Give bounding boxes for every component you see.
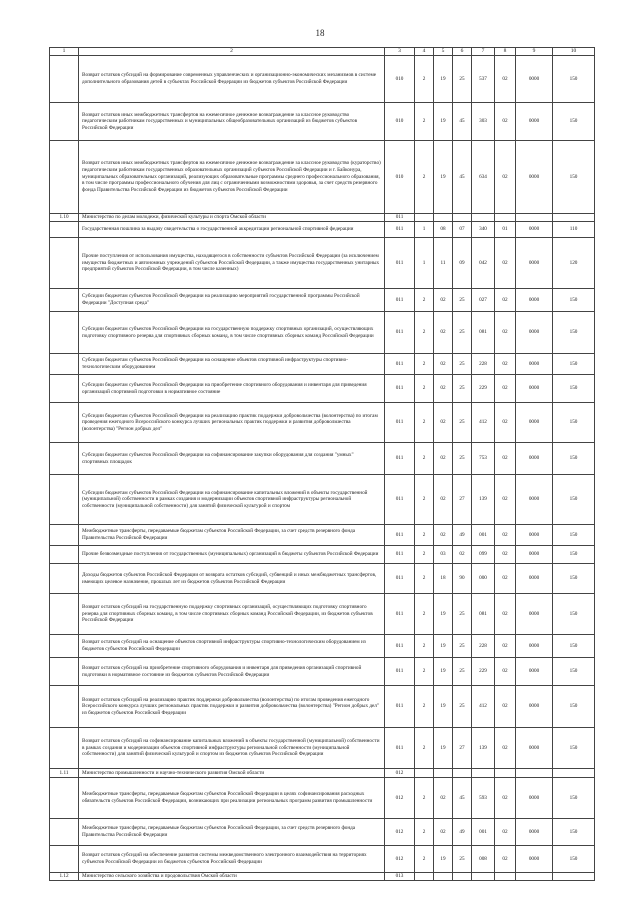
table-row	[50, 658, 595, 686]
col-article: 25	[453, 594, 472, 635]
header-cell: 3	[385, 48, 415, 56]
col-group: 2	[415, 403, 434, 443]
col-subgroup: 19	[434, 658, 453, 686]
col-description: Возврат остатков субсидий на государственную поддержку спортивных организаций, осуществляющих подготовку спортивного резерва для спортивных сборных команд, в том числе спортивных сборных команд Российской Федерации, из бюджетов субъектов Российской Федерации	[79, 594, 385, 635]
col-classification: 150	[553, 564, 595, 594]
col-classification	[553, 214, 595, 222]
table-row	[50, 375, 595, 403]
col-element	[495, 769, 516, 778]
col-admin-code: 011	[385, 658, 415, 686]
col-admin-code: 012	[385, 846, 415, 873]
table-row	[50, 238, 595, 289]
col-number	[50, 56, 79, 103]
col-subarticle: 099	[472, 546, 495, 564]
col-subarticle	[472, 214, 495, 222]
col-classification: 150	[553, 635, 595, 658]
table-row	[50, 289, 595, 312]
col-program: 0000	[516, 546, 553, 564]
col-article: 25	[453, 443, 472, 475]
header-cell: 1	[50, 48, 79, 56]
col-classification: 150	[553, 778, 595, 819]
col-group: 2	[415, 525, 434, 546]
col-number	[50, 594, 79, 635]
col-description: Возврат остатков иных межбюджетных трансфертов на ежемесячное денежное вознаграждение за классное руководство (кураторство) педагогическим работникам государственных образовательных организаций субъектов Российской Федерации и г. Байконура, муниципальных образовательных организаций, реализующих образовательные программы среднего профессионального образования, в том числе программы профессионального обучения для лиц с ограниченными возможностями здоровья, за счет средств резервного фонда Правительства Российской Федерации из бюджетов субъектов Российской Федерации	[79, 141, 385, 214]
col-description: Межбюджетные трансферты, передаваемые бюджетам субъектов Российской Федерации в целях софинансирования расходных обязательств субъектов Российской Федерации, возникающих при реализации региональных программ развития промышленности	[79, 778, 385, 819]
col-group: 2	[415, 141, 434, 214]
col-program: 0000	[516, 525, 553, 546]
col-subarticle: 042	[472, 238, 495, 289]
col-number	[50, 564, 79, 594]
col-element	[495, 214, 516, 222]
section-row	[50, 769, 595, 778]
col-article	[453, 873, 472, 881]
col-element: 02	[495, 594, 516, 635]
col-description: Субсидии бюджетам субъектов Российской Федерации на софинансирование закупки оборудования для создания "умных" спортивных площадок	[79, 443, 385, 475]
col-admin-code: 011	[385, 403, 415, 443]
col-element: 02	[495, 564, 516, 594]
col-program: 0000	[516, 56, 553, 103]
col-article: 45	[453, 778, 472, 819]
col-admin-code: 012	[385, 769, 415, 778]
col-classification: 150	[553, 686, 595, 728]
col-subarticle	[472, 769, 495, 778]
col-number	[50, 375, 79, 403]
col-subarticle: 340	[472, 222, 495, 238]
col-element: 02	[495, 403, 516, 443]
col-admin-code: 011	[385, 238, 415, 289]
col-subgroup: 02	[434, 403, 453, 443]
col-number	[50, 443, 79, 475]
col-subgroup: 03	[434, 546, 453, 564]
col-element: 02	[495, 819, 516, 846]
col-classification	[553, 769, 595, 778]
col-classification: 150	[553, 312, 595, 354]
col-program: 0000	[516, 375, 553, 403]
col-article: 25	[453, 289, 472, 312]
col-program: 0000	[516, 103, 553, 141]
header-cell: 8	[495, 48, 516, 56]
page-number: 18	[315, 28, 325, 38]
col-admin-code: 011	[385, 289, 415, 312]
col-program: 0000	[516, 819, 553, 846]
col-classification: 150	[553, 103, 595, 141]
col-article: 27	[453, 475, 472, 525]
col-group: 2	[415, 289, 434, 312]
col-description: Прочие поступления от использования имущества, находящегося в собственности субъектов Российской Федерации (за исключением имущества бюджетных и автономных учреждений субъектов Российской Федерации, а также имущества государственных унитарных предприятий субъектов Российской Федерации, в том числе казенных)	[79, 238, 385, 289]
col-article	[453, 214, 472, 222]
col-program	[516, 214, 553, 222]
col-article: 25	[453, 312, 472, 354]
col-element: 02	[495, 354, 516, 375]
col-subgroup: 02	[434, 525, 453, 546]
col-classification: 150	[553, 141, 595, 214]
col-subgroup: 02	[434, 819, 453, 846]
col-article: 45	[453, 141, 472, 214]
col-program	[516, 769, 553, 778]
col-subarticle: 139	[472, 728, 495, 769]
col-group: 1	[415, 238, 434, 289]
table-row	[50, 56, 595, 103]
col-program: 0000	[516, 728, 553, 769]
col-group: 2	[415, 354, 434, 375]
col-description: Субсидии бюджетам субъектов Российской Федерации на реализацию мероприятий государственной программы Российской Федерации "Доступная среда"	[79, 289, 385, 312]
col-subgroup: 19	[434, 728, 453, 769]
col-description: Возврат остатков иных межбюджетных трансфертов на ежемесячное денежное вознаграждение за классное руководство педагогическим работникам государственных и муниципальных общеобразовательных организаций из бюджетов субъектов Российской Федерации	[79, 103, 385, 141]
col-element: 02	[495, 312, 516, 354]
col-subgroup: 19	[434, 686, 453, 728]
col-admin-code: 011	[385, 312, 415, 354]
col-admin-code: 011	[385, 686, 415, 728]
col-subarticle: 228	[472, 635, 495, 658]
table-row	[50, 564, 595, 594]
col-classification: 150	[553, 443, 595, 475]
col-number	[50, 312, 79, 354]
header-cell: 10	[553, 48, 595, 56]
col-element: 02	[495, 635, 516, 658]
col-article: 27	[453, 728, 472, 769]
col-element: 02	[495, 103, 516, 141]
col-program: 0000	[516, 403, 553, 443]
col-subarticle: 139	[472, 475, 495, 525]
col-subarticle: 537	[472, 56, 495, 103]
col-subgroup: 02	[434, 312, 453, 354]
table-row	[50, 728, 595, 769]
col-admin-code: 011	[385, 546, 415, 564]
col-admin-code: 011	[385, 222, 415, 238]
col-subarticle: 412	[472, 686, 495, 728]
col-program: 0000	[516, 658, 553, 686]
col-subarticle: 228	[472, 354, 495, 375]
col-number	[50, 686, 79, 728]
col-element: 02	[495, 443, 516, 475]
col-element	[495, 873, 516, 881]
col-element: 02	[495, 658, 516, 686]
col-subarticle: 081	[472, 312, 495, 354]
col-subarticle: 412	[472, 403, 495, 443]
col-classification: 120	[553, 238, 595, 289]
col-group: 1	[415, 222, 434, 238]
col-program: 0000	[516, 289, 553, 312]
header-cell: 9	[516, 48, 553, 56]
col-subarticle: 634	[472, 141, 495, 214]
col-subarticle: 000	[472, 564, 495, 594]
col-admin-code: 011	[385, 375, 415, 403]
col-description: Возврат остатков субсидий на приобретение спортивного оборудования и инвентаря для приведения организаций спортивной подготовки в нормативное состояние из бюджетов субъектов Российской Федерации	[79, 658, 385, 686]
col-group: 2	[415, 819, 434, 846]
col-admin-code: 011	[385, 525, 415, 546]
budget-revenue-table	[49, 47, 595, 881]
col-program: 0000	[516, 686, 553, 728]
col-group: 2	[415, 103, 434, 141]
col-program: 0000	[516, 141, 553, 214]
col-admin-code: 011	[385, 635, 415, 658]
col-article: 02	[453, 546, 472, 564]
col-admin-code: 010	[385, 103, 415, 141]
col-description: Субсидии бюджетам субъектов Российской Федерации на реализацию практик поддержки добровольчества (волонтерства) по итогам проведения ежегодного Всероссийского конкурса лучших региональных практик поддержки и развития добровольчества (волонтерства) "Регион добрых дел"	[79, 403, 385, 443]
table-row	[50, 525, 595, 546]
col-description: Министерство сельского хозяйства и продовольствия Омской области	[79, 873, 385, 881]
col-group: 2	[415, 635, 434, 658]
col-group: 2	[415, 594, 434, 635]
col-element: 01	[495, 222, 516, 238]
col-classification: 150	[553, 819, 595, 846]
table-row	[50, 475, 595, 525]
col-subgroup: 02	[434, 375, 453, 403]
col-classification: 150	[553, 375, 595, 403]
col-number: 1.11	[50, 769, 79, 778]
col-number	[50, 635, 79, 658]
col-program: 0000	[516, 778, 553, 819]
section-row	[50, 873, 595, 881]
col-subgroup: 19	[434, 141, 453, 214]
col-subgroup: 02	[434, 354, 453, 375]
col-admin-code: 011	[385, 475, 415, 525]
col-group	[415, 769, 434, 778]
col-group: 2	[415, 56, 434, 103]
table-row	[50, 443, 595, 475]
col-article: 49	[453, 525, 472, 546]
col-number	[50, 525, 79, 546]
col-admin-code: 013	[385, 873, 415, 881]
col-subarticle: 753	[472, 443, 495, 475]
col-classification: 150	[553, 354, 595, 375]
header-cell: 2	[79, 48, 385, 56]
col-subgroup: 19	[434, 103, 453, 141]
col-subarticle: 027	[472, 289, 495, 312]
col-subgroup	[434, 214, 453, 222]
table-row	[50, 546, 595, 564]
col-article: 07	[453, 222, 472, 238]
col-article: 09	[453, 238, 472, 289]
table-row	[50, 354, 595, 375]
col-article: 25	[453, 686, 472, 728]
table-row	[50, 686, 595, 728]
col-classification: 150	[553, 846, 595, 873]
col-admin-code: 011	[385, 354, 415, 375]
col-subgroup	[434, 769, 453, 778]
col-subgroup: 19	[434, 56, 453, 103]
col-group: 2	[415, 658, 434, 686]
col-number: 1.10	[50, 214, 79, 222]
col-classification: 150	[553, 525, 595, 546]
col-subarticle: 008	[472, 846, 495, 873]
col-admin-code: 011	[385, 564, 415, 594]
col-description: Министерство промышленности и научно-технического развития Омской области	[79, 769, 385, 778]
col-classification: 150	[553, 403, 595, 443]
col-admin-code: 010	[385, 56, 415, 103]
table-row	[50, 103, 595, 141]
col-article: 45	[453, 103, 472, 141]
col-article: 25	[453, 403, 472, 443]
col-program: 0000	[516, 635, 553, 658]
col-subarticle: 229	[472, 658, 495, 686]
col-classification	[553, 873, 595, 881]
col-subarticle: 001	[472, 525, 495, 546]
table-row	[50, 778, 595, 819]
col-subgroup: 19	[434, 846, 453, 873]
col-element: 02	[495, 728, 516, 769]
col-description: Возврат остатков субсидий на софинансирование капитальных вложений в объекты государственной (муниципальной) собственности в рамках создания и модернизации объектов спортивной инфраструктуры региональной собственности (муниципальной собственности) для занятий физической культурой и спортом из бюджетов субъектов Российской Федерации	[79, 728, 385, 769]
table-row	[50, 403, 595, 443]
col-subgroup: 19	[434, 635, 453, 658]
col-subgroup: 08	[434, 222, 453, 238]
col-subarticle: 081	[472, 594, 495, 635]
col-number: 1.12	[50, 873, 79, 881]
table-row	[50, 594, 595, 635]
col-group: 2	[415, 846, 434, 873]
col-program: 0000	[516, 354, 553, 375]
col-subgroup: 02	[434, 778, 453, 819]
col-program: 0000	[516, 443, 553, 475]
col-article: 25	[453, 56, 472, 103]
col-subgroup	[434, 873, 453, 881]
col-classification: 150	[553, 728, 595, 769]
header-cell: 6	[453, 48, 472, 56]
col-number	[50, 103, 79, 141]
col-admin-code: 012	[385, 778, 415, 819]
col-subarticle: 303	[472, 103, 495, 141]
col-description: Возврат остатков субсидий на оснащение объектов спортивной инфраструктуры спортивно-технологическим оборудованием из бюджетов субъектов Российской Федерации	[79, 635, 385, 658]
col-description: Субсидии бюджетам субъектов Российской Федерации на государственную поддержку спортивных организаций, осуществляющих подготовку спортивного резерва для спортивных сборных команд, в том числе спортивных сборных команд Российской Федерации	[79, 312, 385, 354]
col-group: 2	[415, 778, 434, 819]
col-number	[50, 846, 79, 873]
col-program: 0000	[516, 475, 553, 525]
col-number	[50, 354, 79, 375]
col-subgroup: 02	[434, 289, 453, 312]
col-program: 0000	[516, 846, 553, 873]
col-group: 2	[415, 686, 434, 728]
col-description: Возврат остатков субсидий на формирование современных управленческих и организационно-экономических механизмов в системе дополнительного образования детей в субъектах Российской Федерации из бюджетов субъектов Российской Федерации	[79, 56, 385, 103]
col-classification: 150	[553, 475, 595, 525]
col-subgroup: 02	[434, 443, 453, 475]
table-row	[50, 635, 595, 658]
col-number	[50, 222, 79, 238]
col-element: 02	[495, 546, 516, 564]
col-article: 90	[453, 564, 472, 594]
col-number	[50, 238, 79, 289]
col-group: 2	[415, 375, 434, 403]
header-cell: 4	[415, 48, 434, 56]
col-article: 25	[453, 375, 472, 403]
col-element: 02	[495, 56, 516, 103]
col-classification: 150	[553, 658, 595, 686]
col-admin-code: 011	[385, 728, 415, 769]
col-group: 2	[415, 475, 434, 525]
col-admin-code: 011	[385, 443, 415, 475]
col-article: 49	[453, 819, 472, 846]
col-number	[50, 728, 79, 769]
col-description: Межбюджетные трансферты, передаваемые бюджетам субъектов Российской Федерации, за счет средств резервного фонда Правительства Российской Федерации	[79, 819, 385, 846]
table-row	[50, 819, 595, 846]
col-number	[50, 289, 79, 312]
col-number	[50, 658, 79, 686]
col-subarticle: 593	[472, 778, 495, 819]
table-row	[50, 846, 595, 873]
col-group	[415, 214, 434, 222]
table-row	[50, 222, 595, 238]
col-element: 02	[495, 686, 516, 728]
col-program: 0000	[516, 238, 553, 289]
col-subgroup: 11	[434, 238, 453, 289]
col-article: 25	[453, 846, 472, 873]
col-number	[50, 403, 79, 443]
col-description: Доходы бюджетов субъектов Российской Федерации от возврата остатков субсидий, субвенций и иных межбюджетных трансфертов, имеющих целевое назначение, прошлых лет из бюджетов субъектов Российской Федерации	[79, 564, 385, 594]
col-number	[50, 475, 79, 525]
col-description: Государственная пошлина за выдачу свидетельства о государственной аккредитации региональной спортивной федерации	[79, 222, 385, 238]
col-description: Возврат остатков субсидий на обеспечение развития системы межведомственного электронного взаимодействия на территориях субъектов Российской Федерации из бюджетов субъектов Российской Федерации	[79, 846, 385, 873]
col-article	[453, 769, 472, 778]
col-description: Прочие безвозмездные поступления от государственных (муниципальных) организаций в бюджеты субъектов Российской Федерации	[79, 546, 385, 564]
col-description: Министерство по делам молодежи, физической культуры и спорта Омской области	[79, 214, 385, 222]
table-row	[50, 141, 595, 214]
col-admin-code: 010	[385, 141, 415, 214]
col-description: Субсидии бюджетам субъектов Российской Федерации на софинансирование капитальных вложений в объекты государственной (муниципальной) собственности в рамках создания и модернизации объектов спортивной инфраструктуры региональной собственности (муниципальной собственности) для занятий физической культурой и спортом	[79, 475, 385, 525]
col-number	[50, 819, 79, 846]
col-number	[50, 546, 79, 564]
col-program	[516, 873, 553, 881]
col-classification: 110	[553, 222, 595, 238]
col-classification: 150	[553, 289, 595, 312]
col-classification: 150	[553, 594, 595, 635]
col-program: 0000	[516, 564, 553, 594]
col-subarticle: 229	[472, 375, 495, 403]
col-group: 2	[415, 564, 434, 594]
col-subgroup: 02	[434, 475, 453, 525]
col-description: Субсидии бюджетам субъектов Российской Федерации на приобретение спортивного оборудования и инвентаря для приведения организаций спортивной подготовки в нормативное состояние	[79, 375, 385, 403]
col-admin-code: 012	[385, 819, 415, 846]
col-program: 0000	[516, 594, 553, 635]
col-description: Субсидии бюджетам субъектов Российской Федерации на оснащение объектов спортивной инфраструктуры спортивно-технологическим оборудованием	[79, 354, 385, 375]
col-subarticle	[472, 873, 495, 881]
col-description: Возврат остатков субсидий на реализацию практик поддержки добровольчества (волонтерства) по итогам проведения ежегодного Всероссийского конкурса лучших региональных практик поддержки и развития добровольчества (волонтерства) "Регион добрых дел" из бюджетов субъектов Российской Федерации	[79, 686, 385, 728]
col-element: 02	[495, 141, 516, 214]
col-element: 02	[495, 238, 516, 289]
col-classification: 150	[553, 56, 595, 103]
col-classification: 150	[553, 546, 595, 564]
col-group: 2	[415, 546, 434, 564]
col-group	[415, 873, 434, 881]
col-group: 2	[415, 443, 434, 475]
col-subgroup: 19	[434, 594, 453, 635]
section-row	[50, 214, 595, 222]
col-element: 02	[495, 778, 516, 819]
col-element: 02	[495, 375, 516, 403]
col-group: 2	[415, 312, 434, 354]
col-article: 25	[453, 354, 472, 375]
col-number	[50, 141, 79, 214]
col-subgroup: 18	[434, 564, 453, 594]
header-cell: 7	[472, 48, 495, 56]
col-element: 02	[495, 475, 516, 525]
col-subarticle: 001	[472, 819, 495, 846]
col-description: Межбюджетные трансферты, передаваемые бюджетам субъектов Российской Федерации, за счет средств резервного фонда Правительства Российской Федерации	[79, 525, 385, 546]
col-program: 0000	[516, 222, 553, 238]
col-admin-code: 011	[385, 214, 415, 222]
col-element: 02	[495, 289, 516, 312]
col-group: 2	[415, 728, 434, 769]
col-element: 02	[495, 525, 516, 546]
col-article: 25	[453, 658, 472, 686]
header-row	[50, 48, 595, 56]
col-element: 02	[495, 846, 516, 873]
header-cell: 5	[434, 48, 453, 56]
table-row	[50, 312, 595, 354]
col-number	[50, 778, 79, 819]
col-article: 25	[453, 635, 472, 658]
col-program: 0000	[516, 312, 553, 354]
col-admin-code: 011	[385, 594, 415, 635]
